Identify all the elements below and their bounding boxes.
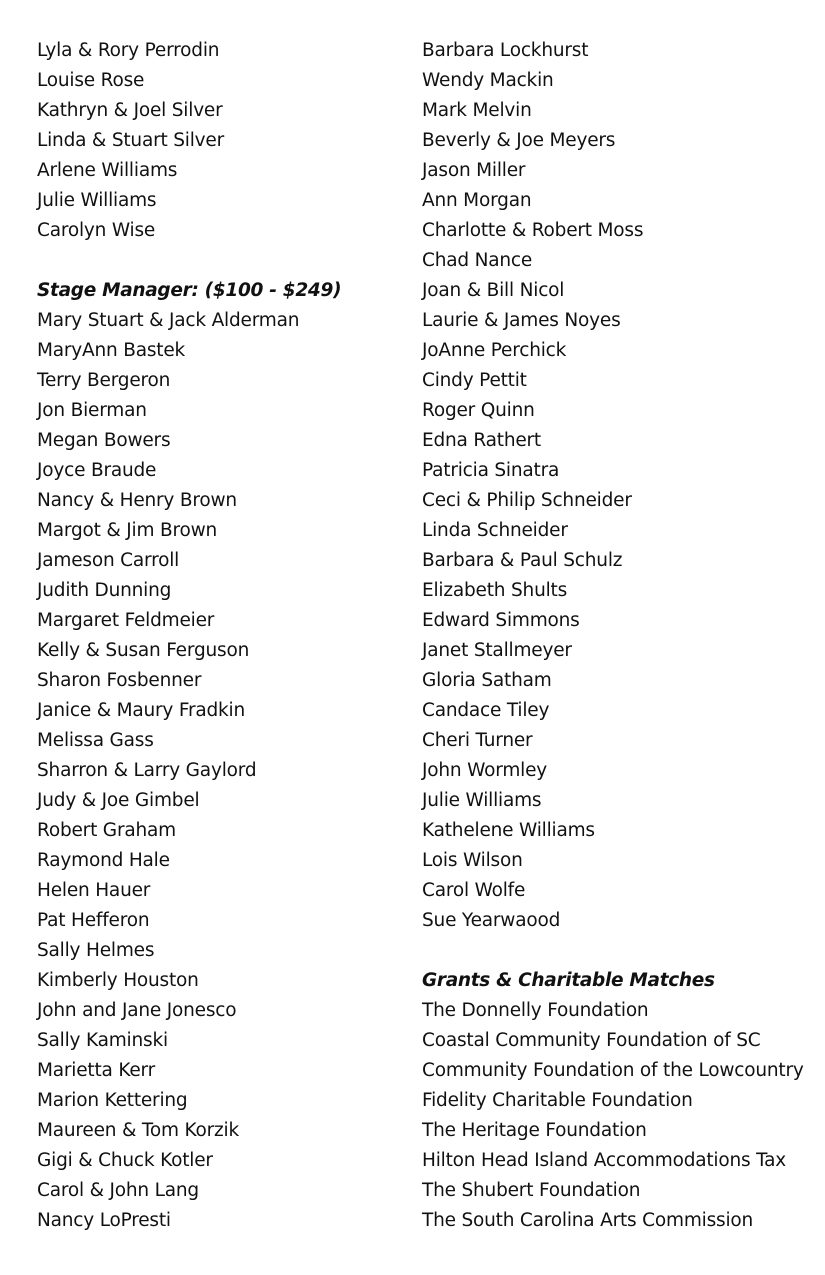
donor-name: Carol & John Lang <box>37 1180 199 1201</box>
donor-name: Janice & Maury Fradkin <box>37 700 246 721</box>
grant-name: Fidelity Charitable Foundation <box>422 1090 693 1111</box>
spacer <box>422 936 817 966</box>
donor-name: Roger Quinn <box>422 400 535 421</box>
donor-name: Mary Stuart & Jack Alderman <box>37 310 300 331</box>
donor-name: Sue Yearwaood <box>422 910 561 931</box>
top-donor-list <box>37 36 407 246</box>
donor-name: Margot & Jim Brown <box>37 520 218 541</box>
donor-list <box>422 36 817 936</box>
donor-name: Julie Williams <box>37 190 157 211</box>
donor-name: Marion Kettering <box>37 1090 188 1111</box>
donor-name: Sharon Fosbenner <box>37 670 202 691</box>
donor-name: Cheri Turner <box>422 730 533 751</box>
donor-name: Jameson Carroll <box>37 550 180 571</box>
grants-list <box>422 996 817 1236</box>
donor-name: Joan & Bill Nicol <box>422 280 565 301</box>
grant-name: Community Foundation of the Lowcountry <box>422 1060 804 1081</box>
donor-name: Kimberly Houston <box>37 970 199 991</box>
donor-name: Carol Wolfe <box>422 880 526 901</box>
donor-name: Ann Morgan <box>422 190 532 211</box>
donor-name: JoAnne Perchick <box>422 340 567 361</box>
grant-name: The Heritage Foundation <box>422 1120 647 1141</box>
right-column <box>422 36 817 1236</box>
donor-name: Kathelene Williams <box>422 820 595 841</box>
left-column <box>37 36 407 1236</box>
donor-name: MaryAnn Bastek <box>37 340 186 361</box>
donor-name: Kelly & Susan Ferguson <box>37 640 250 661</box>
donor-name: Joyce Braude <box>37 460 157 481</box>
donor-name: Cindy Pettit <box>422 370 527 391</box>
donor-name: Louise Rose <box>37 70 145 91</box>
donor-name: Wendy Mackin <box>422 70 554 91</box>
donor-name: Lois Wilson <box>422 850 523 871</box>
donor-name: Kathryn & Joel Silver <box>37 100 223 121</box>
donor-name: Julie Williams <box>422 790 542 811</box>
donor-name: Elizabeth Shults <box>422 580 568 601</box>
donor-name: Beverly & Joe Meyers <box>422 130 616 151</box>
donor-name: Barbara & Paul Schulz <box>422 550 623 571</box>
donor-name: Linda & Stuart Silver <box>37 130 224 151</box>
donor-name: Margaret Feldmeier <box>37 610 215 631</box>
donor-name: Pat Hefferon <box>37 910 150 931</box>
donor-name: John Wormley <box>422 760 548 781</box>
stage-manager-heading: Stage Manager: ($100 - $249) <box>37 280 342 301</box>
donor-name: Lyla & Rory Perrodin <box>37 40 220 61</box>
grant-name: Hilton Head Island Accommodations Tax <box>422 1150 787 1171</box>
donor-name: Edna Rathert <box>422 430 541 451</box>
donor-name: Sharron & Larry Gaylord <box>37 760 257 781</box>
donor-name: Barbara Lockhurst <box>422 40 589 61</box>
donor-name: Gloria Satham <box>422 670 552 691</box>
donor-name: Maureen & Tom Korzik <box>37 1120 239 1141</box>
donor-name: Judy & Joe Gimbel <box>37 790 200 811</box>
donor-name: Janet Stallmeyer <box>422 640 572 661</box>
donor-name: Laurie & James Noyes <box>422 310 621 331</box>
spacer <box>37 246 407 276</box>
donor-name: Jason Miller <box>422 160 526 181</box>
donor-name: Nancy & Henry Brown <box>37 490 237 511</box>
donor-name: Edward Simmons <box>422 610 580 631</box>
donor-name: John and Jane Jonesco <box>37 1000 237 1021</box>
grant-name: The Shubert Foundation <box>422 1180 641 1201</box>
donor-name: Charlotte & Robert Moss <box>422 220 644 241</box>
donor-name: Ceci & Philip Schneider <box>422 490 632 511</box>
grant-name: Coastal Community Foundation of SC <box>422 1030 761 1051</box>
donor-name: Carolyn Wise <box>37 220 156 241</box>
grant-name: The Donnelly Foundation <box>422 1000 649 1021</box>
grants-heading: Grants & Charitable Matches <box>422 970 715 991</box>
donor-name: Chad Nance <box>422 250 533 271</box>
donor-name: Megan Bowers <box>37 430 171 451</box>
donor-name: Candace Tiley <box>422 700 550 721</box>
stage-manager-list <box>37 306 407 1236</box>
donor-name: Raymond Hale <box>37 850 170 871</box>
donor-name: Patricia Sinatra <box>422 460 560 481</box>
grant-name: The South Carolina Arts Commission <box>422 1210 754 1231</box>
donor-name: Linda Schneider <box>422 520 568 541</box>
donor-name: Arlene Williams <box>37 160 178 181</box>
donor-name: Melissa Gass <box>37 730 154 751</box>
donor-name: Jon Bierman <box>37 400 147 421</box>
donor-name: Gigi & Chuck Kotler <box>37 1150 213 1171</box>
donor-name: Nancy LoPresti <box>37 1210 171 1231</box>
donor-name: Helen Hauer <box>37 880 151 901</box>
donor-name: Sally Helmes <box>37 940 155 961</box>
donor-name: Mark Melvin <box>422 100 532 121</box>
donor-name: Robert Graham <box>37 820 176 841</box>
donor-name: Marietta Kerr <box>37 1060 156 1081</box>
donor-name: Terry Bergeron <box>37 370 171 391</box>
donor-name: Judith Dunning <box>37 580 172 601</box>
donor-name: Sally Kaminski <box>37 1030 168 1051</box>
